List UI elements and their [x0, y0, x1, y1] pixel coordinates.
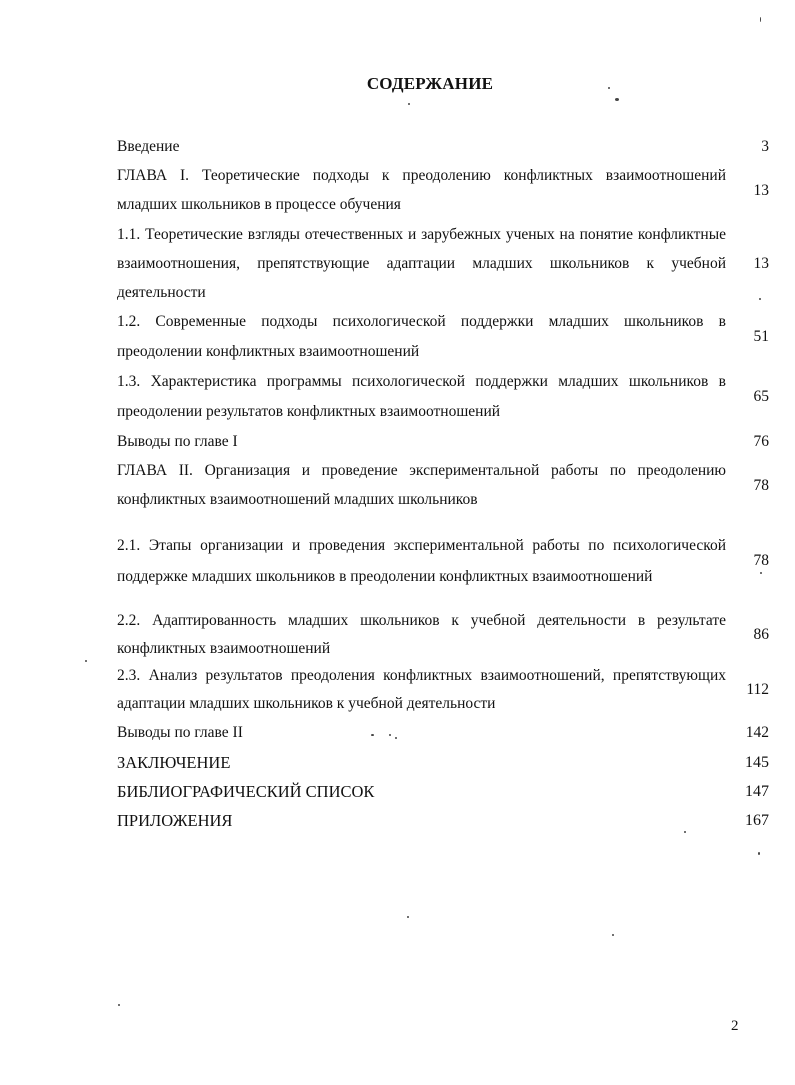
scan-speck	[615, 98, 619, 101]
toc-entry-page: 13	[753, 254, 769, 272]
toc-entry-section-2-3	[117, 662, 769, 717]
toc-entry-text: 1.3. Характеристика программы психологической поддержки младших школьников в преодолении результатов конфликтных взаимоотношений	[117, 373, 726, 420]
scan-speck	[758, 852, 760, 855]
page-title: СОДЕРЖАНИЕ	[366, 74, 494, 93]
toc-entry-text: 2.2. Адаптированность младших школьников к учебной деятельности в результате конфликтных взаимоотношений	[117, 612, 726, 657]
toc-entry-introduction	[117, 132, 769, 161]
toc-entry-chapter-1	[117, 161, 769, 219]
toc-entry-chapter-2	[117, 456, 769, 514]
scan-speck	[612, 934, 614, 936]
toc-entry-appendices	[117, 806, 769, 835]
toc-entry-page: 147	[745, 782, 769, 800]
toc-entry-text: 1.2. Современные подходы психологической поддержки младших школьников в преодолении конфликтных взаимоотношений	[117, 313, 726, 360]
toc-entry-text: ГЛАВА I. Теоретические подходы к преодолению конфликтных взаимоотношений младших школьников в процессе обучения	[117, 167, 726, 213]
toc-entry-page: 167	[745, 811, 769, 829]
toc-entry-page: 145	[745, 753, 769, 771]
toc-entry-text: ГЛАВА II. Организация и проведение экспериментальной работы по преодолению конфликтных взаимоотношений младших школьников	[117, 462, 726, 508]
page-number: 2	[731, 1018, 739, 1034]
scan-speck	[371, 734, 374, 736]
toc-entry-section-2-2	[117, 607, 769, 662]
scan-speck	[395, 737, 397, 739]
scan-speck	[389, 734, 391, 736]
scan-speck	[760, 17, 761, 22]
toc-entry-section-1-3	[117, 367, 769, 427]
scan-speck	[608, 87, 610, 89]
toc-entry-conclusion	[117, 748, 769, 777]
scan-speck	[684, 831, 686, 833]
toc-entry-text: Выводы по главе II	[117, 723, 243, 741]
scan-speck	[407, 916, 409, 918]
scan-speck	[118, 1004, 120, 1006]
toc-entry-conclusions-2	[117, 717, 769, 748]
toc-entry-page: 13	[753, 181, 769, 199]
toc-entry-section-1-2	[117, 307, 769, 367]
table-of-contents	[117, 132, 769, 835]
toc-entry-text: 2.3. Анализ результатов преодоления конфликтных взаимоотношений, препятствующих адаптации младших школьников к учебной деятельности	[117, 667, 726, 712]
toc-entry-bibliography	[117, 777, 769, 806]
scan-speck	[85, 660, 87, 662]
toc-entry-conclusions-1	[117, 427, 769, 456]
toc-entry-page: 3	[761, 137, 769, 155]
toc-entry-text: Введение	[117, 137, 180, 155]
toc-entry-text: ПРИЛОЖЕНИЯ	[117, 810, 233, 830]
scan-speck	[408, 103, 410, 105]
toc-entry-section-2-1	[117, 514, 769, 607]
toc-entry-text: БИБЛИОГРАФИЧЕСКИЙ СПИСОК	[117, 781, 375, 801]
toc-entry-page: 76	[753, 432, 769, 450]
toc-entry-page: 78	[753, 552, 769, 569]
toc-entry-text: ЗАКЛЮЧЕНИЕ	[117, 752, 231, 772]
toc-entry-page: 51	[753, 328, 769, 345]
toc-entry-section-1-1	[117, 219, 769, 307]
toc-entry-page: 112	[746, 680, 769, 698]
toc-entry-page: 78	[753, 476, 769, 494]
toc-entry-page: 142	[745, 723, 769, 741]
toc-entry-text: Выводы по главе I	[117, 432, 238, 450]
toc-entry-text: 1.1. Теоретические взгляды отечественных и зарубежных ученых на понятие конфликтные взаимоотношения, препятствующие адаптации младших школьников к учебной деятельности	[117, 225, 726, 301]
toc-entry-page: 86	[753, 625, 769, 643]
scan-speck	[760, 572, 762, 574]
scan-speck	[759, 298, 761, 300]
toc-entry-text: 2.1. Этапы организации и проведения экспериментальной работы по психологической поддержке младших школьников в преодолении конфликтных взаимоотношений	[117, 536, 726, 585]
toc-entry-page: 65	[753, 388, 769, 405]
